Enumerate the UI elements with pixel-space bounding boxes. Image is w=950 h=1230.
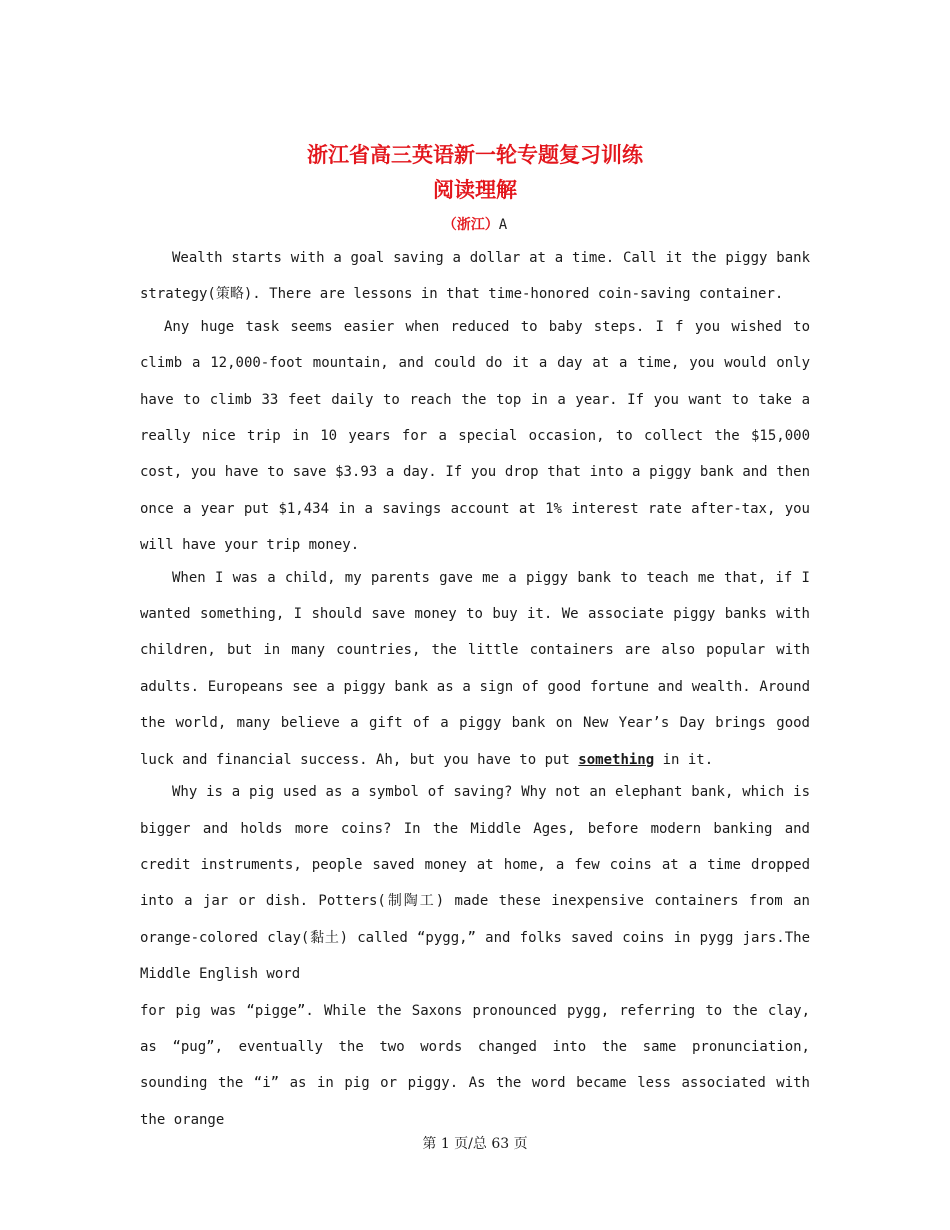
passage-letter: A <box>498 217 508 233</box>
paragraph-5: for pig was “pigge”. While the Saxons pronounced pygg, referring to the clay, as “pug”, eventually the two words changed into the same pronunciation, sounding the “i” as in pig or piggy. As the word became less associated with the orange <box>140 1002 810 1128</box>
page-title: 浙江省高三英语新一轮专题复习训练 <box>307 142 643 167</box>
paragraph-1: Wealth starts with a goal saving a dollar at a time. Call it the piggy bank strategy(策略). There are lessons in that time-honored coin-saving container. <box>140 250 810 303</box>
paragraph-2: Any huge task seems easier when reduced to baby steps. I f you wished to climb a 12,000-foot mountain, and could do it a day at a time, you would only have to climb 33 feet daily to reach the top in a year. If you want to take a really nice trip in 10 years for a special occasion, to collect the $15,000 cost, you have to save $3.93 a day. If you drop that into a piggy bank and then once a year put $1,434 in a savings account at 1% interest rate after-tax, you will have your trip money. <box>140 318 810 554</box>
paragraph-3 <box>140 560 810 778</box>
paragraph-3-end: in it. <box>654 751 714 768</box>
section-title: 阅读理解 <box>433 177 517 202</box>
passage-label <box>0 215 950 235</box>
paragraph-3-text: When I was a child, my parents gave me a piggy bank to teach me that, if I wanted something, I should save money to buy it. We associate piggy banks with children, but in many countries, the little containers are also popular with adults. Europeans see a piggy bank as a sign of good fortune and wealth. Around the world, many believe a gift of a piggy bank on New Year’s Day brings good luck and financial success. Ah, but you have to put <box>140 569 810 768</box>
page-number: 第 1 页/总 63 页 <box>422 1136 528 1152</box>
underlined-keyword: something <box>578 751 655 768</box>
paragraph-4: Why is a pig used as a symbol of saving? Why not an elephant bank, which is bigger and holds more coins? In the Middle Ages, before modern banking and credit instruments, people saved money at home, a few coins at a time dropped into a jar or dish. Potters(制陶工) made these inexpensive containers from an orange-colored clay(黏土) called “pygg,” and folks saved coins in pygg jars.The Middle English word <box>140 784 810 983</box>
passage-body <box>140 240 810 1138</box>
region-label: （浙江） <box>442 217 499 233</box>
